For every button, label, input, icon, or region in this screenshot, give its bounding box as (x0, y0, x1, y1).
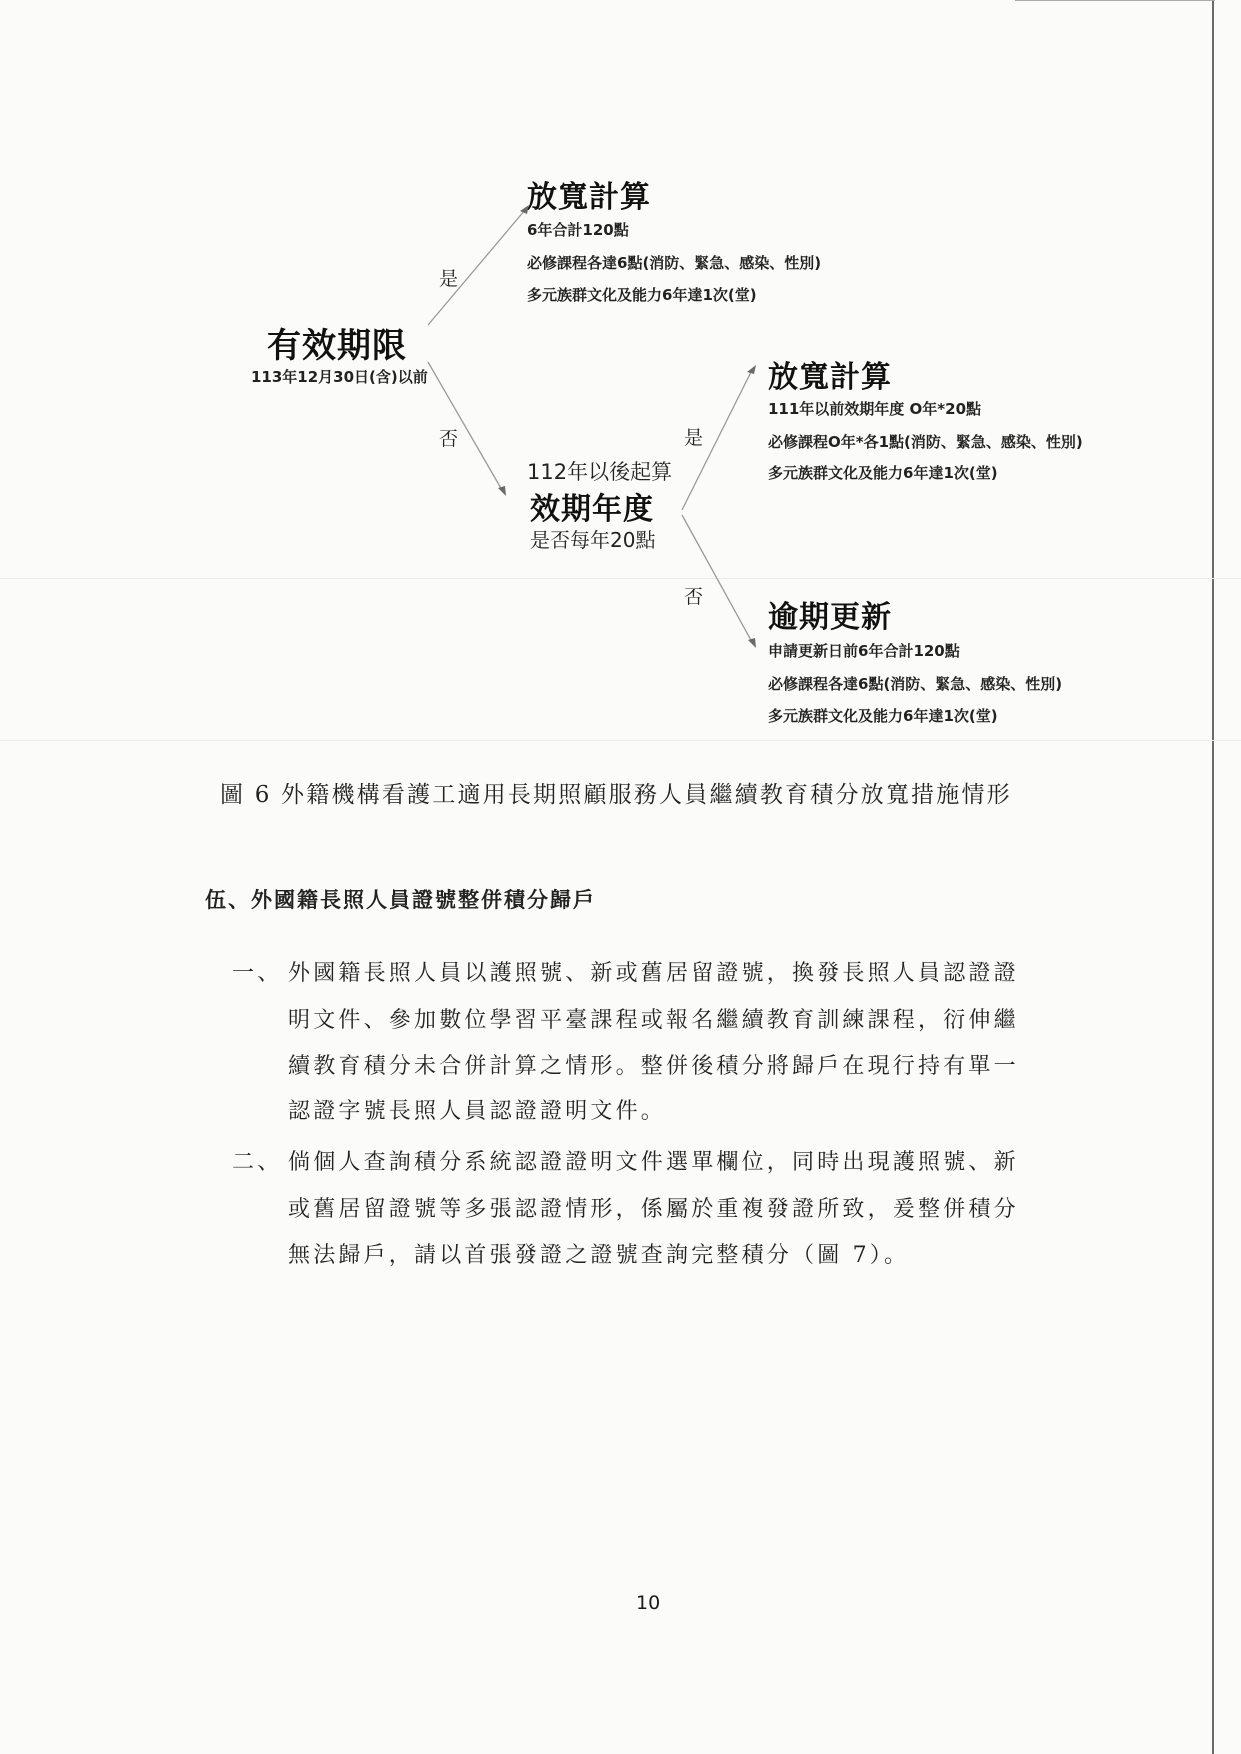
list-item-line: 或舊居留證號等多張認證情形，係屬於重複發證所致，爰整併積分 (288, 1197, 1019, 1222)
decision-no-line-2: 必修課程各達6點(消防、緊急、感染、性別) (768, 675, 1063, 693)
list-item-line: 倘個人查詢積分系統認證證明文件選單欄位，同時出現護照號、新 (288, 1150, 1019, 1175)
root-yes-label: 是 (439, 268, 459, 290)
decision-yes-line-3: 多元族群文化及能力6年達1次(堂) (768, 464, 998, 482)
list-item-line: 認證字號長照人員認證證明文件。 (288, 1099, 667, 1124)
decision-yes-line-1: 111年以前效期年度 O年*20點 (768, 400, 982, 418)
page-number: 10 (636, 1592, 661, 1614)
yes-branch-title: 放寬計算 (527, 180, 651, 215)
list-item-line: 明文件、參加數位學習平臺課程或報名繼續教育訓練課程，衍伸繼 (288, 1008, 1019, 1033)
decision-yes-title: 放寬計算 (768, 360, 892, 395)
decision-node-title: 效期年度 (530, 492, 654, 527)
decision-no-line-3: 多元族群文化及能力6年達1次(堂) (768, 707, 998, 725)
arrowhead-icon (748, 638, 756, 648)
figure-caption: 圖 6 外籍機構看護工適用長期照顧服務人員繼續教育積分放寬措施情形 (220, 782, 1012, 808)
root-node-subtitle: 113年12月30日(含)以前 (251, 368, 428, 386)
list-item-marker: 二、 (232, 1150, 283, 1175)
list-item-line: 無法歸戶，請以首張發證之證號查詢完整積分（圖 7）。 (288, 1243, 910, 1268)
yes-branch-line-2: 必修課程各達6點(消防、緊急、感染、性別) (527, 254, 822, 272)
yes-branch-line-1: 6年合計120點 (527, 221, 629, 239)
arrowhead-icon (747, 365, 756, 374)
yes-branch-line-3: 多元族群文化及能力6年達1次(堂) (527, 286, 757, 304)
decision-no-label: 否 (684, 586, 704, 608)
decision-node-top: 112年以後起算 (527, 460, 673, 484)
connector-decision-no (682, 515, 752, 642)
list-item-marker: 一、 (232, 961, 283, 986)
arrowhead-icon (498, 486, 506, 496)
flowchart-connectors (0, 0, 1241, 760)
list-item-line: 續教育積分未合併計算之情形。整併後積分將歸戶在現行持有單一 (288, 1054, 1019, 1079)
decision-no-line-1: 申請更新日前6年合計120點 (768, 642, 960, 660)
root-node-title: 有效期限 (267, 326, 407, 366)
decision-yes-line-2: 必修課程O年*各1點(消防、緊急、感染、性別) (768, 433, 1083, 451)
root-no-label: 否 (439, 428, 459, 450)
decision-no-title: 逾期更新 (768, 600, 892, 635)
decision-node-bottom: 是否每年20點 (530, 528, 656, 552)
decision-yes-label: 是 (684, 427, 704, 449)
section-heading: 伍、外國籍長照人員證號整併積分歸戶 (205, 887, 596, 912)
list-item-line: 外國籍長照人員以護照號、新或舊居留證號，換發長照人員認證證 (288, 961, 1019, 986)
